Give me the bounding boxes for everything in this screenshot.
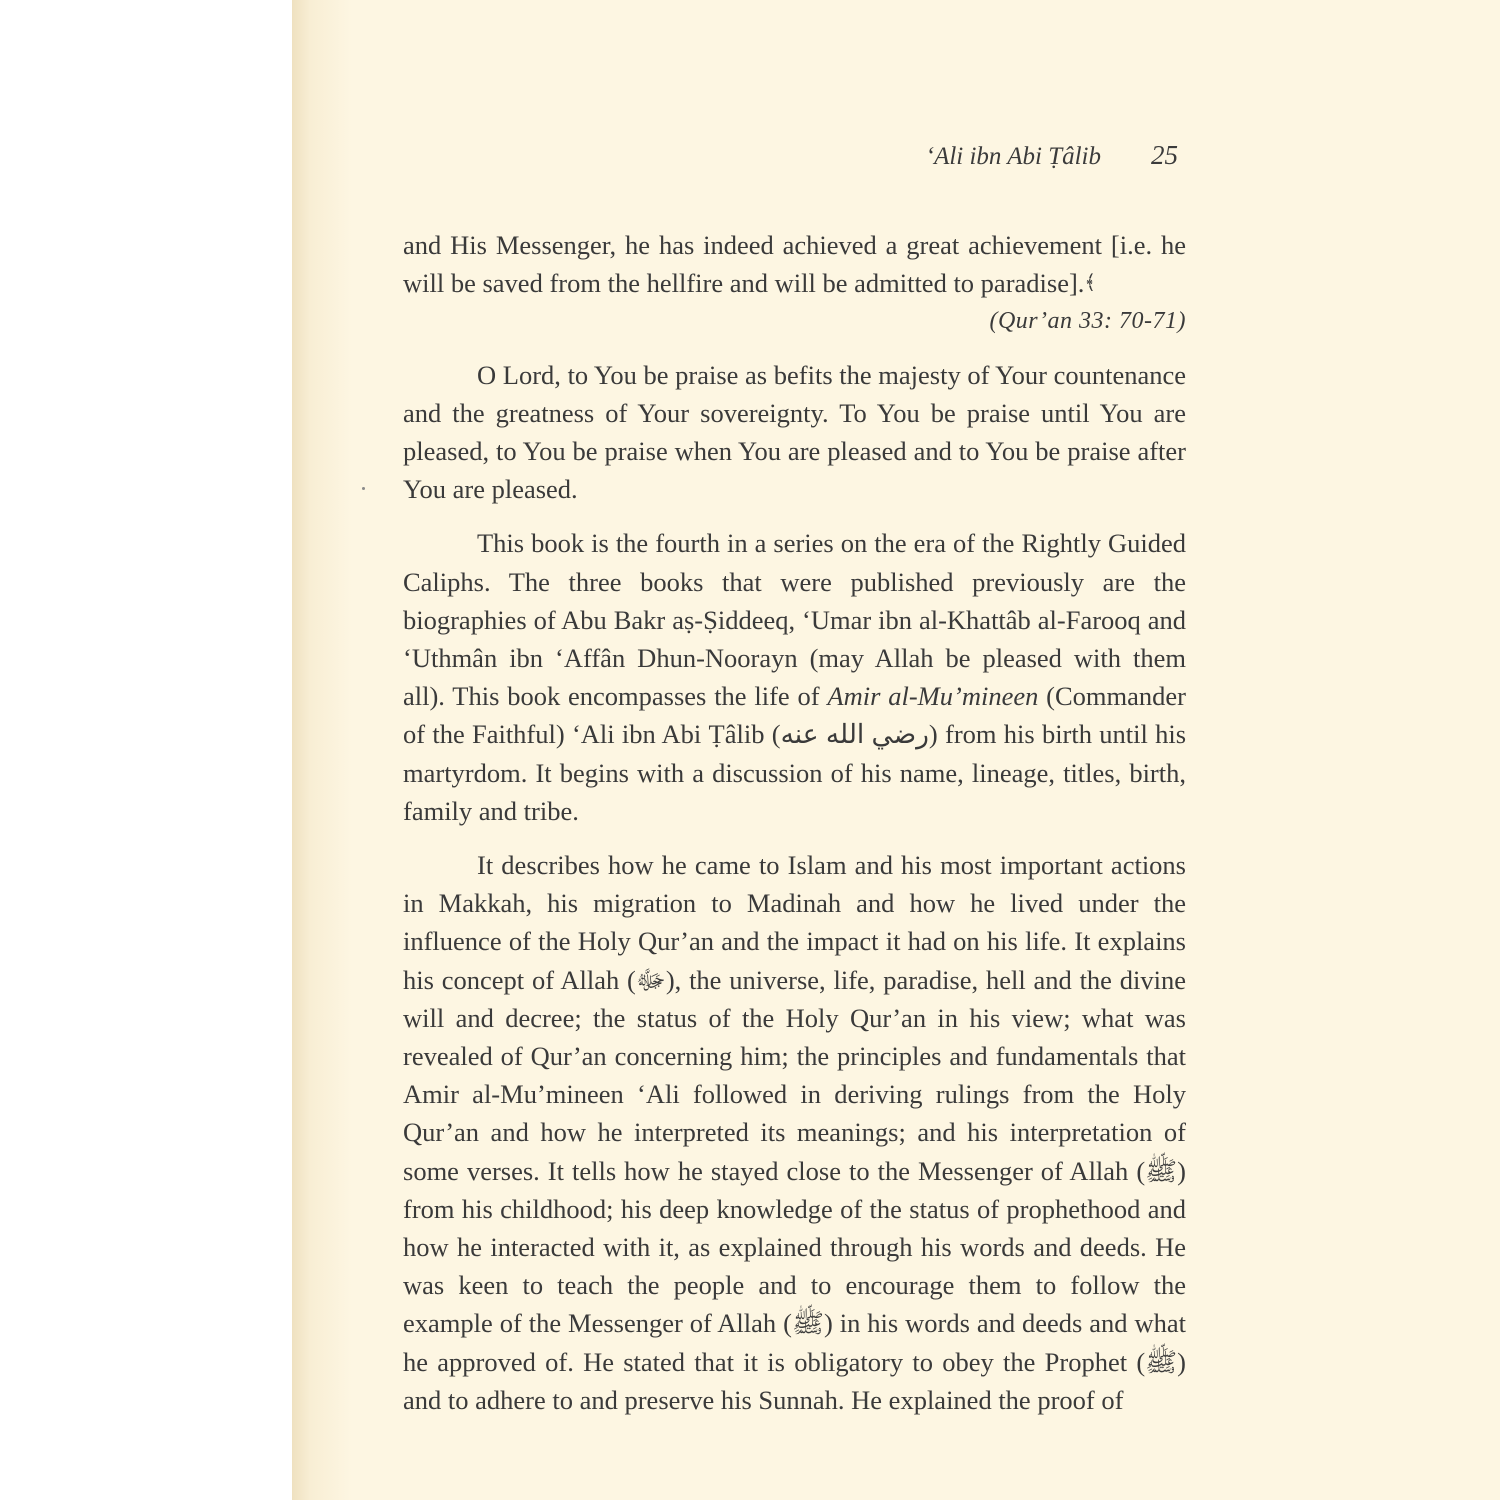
quote-continuation — [403, 226, 1186, 302]
quote-text: and His Messenger, he has indeed achieved a great achievement [i.e. he will be saved from the hellfire and will be admitted to paradise]. — [403, 230, 1186, 299]
paragraph-description: It describes how he came to Islam and his most important actions in Makkah, his migration to Madinah and how he lived under the influence of the Holy Qur’an and the impact it had on his life. It explains his concept of Allah (ﷻ), the universe, life, paradise, hell and the divine will and decree; the status of the Holy Qur’an in his view; what was revealed of Qur’an concerning him; the principles and fundamentals that Amir al-Mu’mineen ‘Ali followed in deriving rulings from the Holy Qur’an and how he interpreted its meanings; and his interpretation of some verses. It tells how he stayed close to the Messenger of Allah (ﷺ) from his childhood; his deep knowledge of the status of prophethood and how he interacted with it, as explained through his words and deeds. He was keen to teach the people and to encourage them to follow the example of the Messenger of Allah (ﷺ) in his words and deeds and what he approved of. He stated that it is obligatory to obey the Prophet (ﷺ) and to adhere to and preserve his Sunnah. He explained the proof of — [403, 850, 1187, 1415]
page-body — [403, 226, 1186, 1435]
page-number: 25 — [1151, 140, 1178, 170]
paragraph-series-end: from his birth until his martyrdom. It begins with a discussion of his name, lineage, titles, birth, family and tribe. — [403, 719, 1187, 826]
paragraph-series — [403, 524, 1186, 830]
italic-term: Amir al-Mu’mineen — [827, 681, 1039, 712]
paragraph-series-middle: (Commander of the Faithful) ‘Ali ibn Abi Ṭâlib (رضي الله عنه) — [403, 681, 1187, 750]
running-header — [926, 140, 1178, 171]
paragraph-series-start: This book is the fourth in a series on the era of the Rightly Guided Caliphs. The three books that were published previously are the biographies of Abu Bakr aṣ-Ṣiddeeq, ‘Umar ibn al-Khattâb al-Farooq and ‘Uthmân ibn ‘Affân Dhun-Noorayn (may Allah be pleased with them all). This book encompasses the life of — [403, 528, 1186, 712]
running-title: ‘Ali ibn Abi Ṭâlib — [925, 143, 1101, 170]
paragraph-praise: O Lord, to You be praise as befits the majesty of Your countenance and the greatness of Your sovereignty. To You be praise until You are pleased, to You be praise when You are pleased and to You be praise after You are pleased. — [403, 359, 1186, 505]
quote-citation: (Qur’an 33: 70-71) — [989, 308, 1186, 335]
scan-speck — [362, 487, 365, 490]
quote-closing-mark: ﴾ — [1084, 272, 1097, 295]
